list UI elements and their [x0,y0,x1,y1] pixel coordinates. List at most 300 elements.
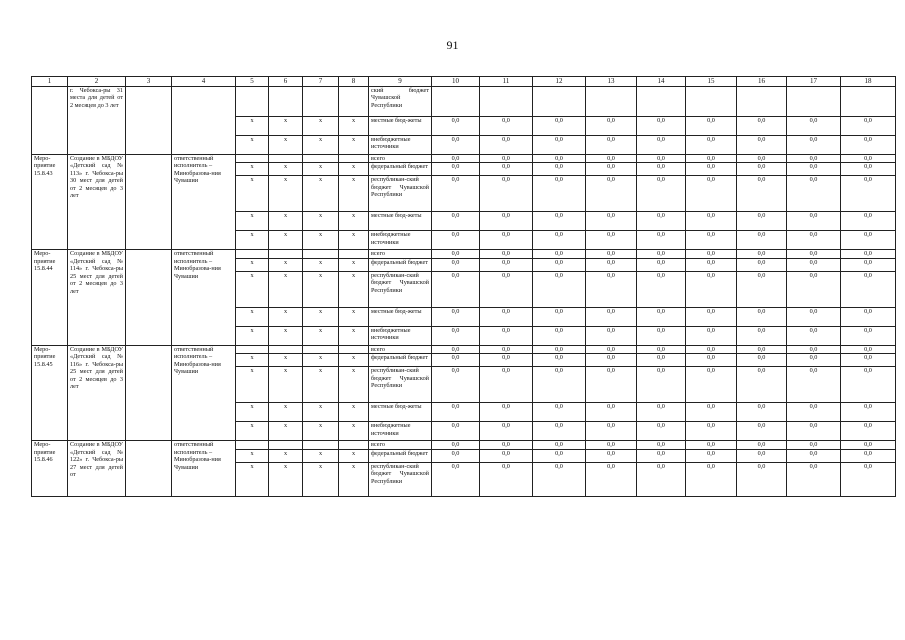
value-cell: 0,0 [737,441,787,449]
cell-x-mark: х [303,258,339,271]
value-cell: 0,0 [432,258,480,271]
value-cell: 0,0 [686,231,737,250]
cell-empty [303,345,339,353]
cell-x-mark: х [339,462,369,496]
value-cell: 0,0 [637,117,686,136]
value-cell: 0,0 [480,367,533,403]
executor-cell: ответственный исполнитель – Минобразова-ния Чувашии [172,155,236,250]
table-row [32,345,896,353]
value-cell: 0,0 [637,462,686,496]
value-cell: 0,0 [533,231,586,250]
column-header: 17 [787,77,841,87]
column-header: 8 [339,77,369,87]
value-cell: 0,0 [737,462,787,496]
value-cell: 0,0 [637,155,686,163]
value-cell: 0,0 [737,422,787,441]
cell-empty [236,345,269,353]
table-row [32,155,896,163]
cell-x-mark: х [303,136,339,155]
value-cell: 0,0 [841,403,896,422]
cell-empty [126,441,172,496]
cell-x-mark: х [339,212,369,231]
cell-x-mark: х [339,449,369,462]
value-cell: 0,0 [480,449,533,462]
cell-empty [787,87,841,117]
source-cell: всего [369,345,432,353]
value-cell: 0,0 [841,462,896,496]
value-cell: 0,0 [787,163,841,176]
value-cell: 0,0 [432,441,480,449]
cell-x-mark: х [269,307,303,326]
cell-x-mark: х [303,403,339,422]
cell-x-mark: х [339,422,369,441]
column-header-row [32,77,896,87]
value-cell: 0,0 [737,212,787,231]
value-cell: 0,0 [586,212,637,231]
value-cell: 0,0 [533,462,586,496]
cell-x-mark: х [236,258,269,271]
value-cell: 0,0 [841,212,896,231]
cell-x-mark: х [236,422,269,441]
cell-empty [236,250,269,258]
value-cell: 0,0 [480,212,533,231]
source-cell: местные бюд-жеты [369,403,432,422]
source-cell: республикан-ский бюджет Чувашской Республики [369,367,432,403]
cell-x-mark: х [236,163,269,176]
value-cell: 0,0 [737,271,787,307]
value-cell: 0,0 [787,403,841,422]
value-cell: 0,0 [480,117,533,136]
value-cell: 0,0 [533,117,586,136]
cell-x-mark: х [236,367,269,403]
value-cell: 0,0 [432,403,480,422]
column-header: 13 [586,77,637,87]
source-cell: республикан-ский бюджет Чувашской Республики [369,462,432,496]
value-cell: 0,0 [586,176,637,212]
cell-x-mark: х [236,176,269,212]
cell-x-mark: х [269,326,303,345]
cell-empty [126,155,172,250]
column-header: 12 [533,77,586,87]
value-cell: 0,0 [533,258,586,271]
cell-x-mark: х [236,326,269,345]
value-cell: 0,0 [586,345,637,353]
value-cell: 0,0 [533,354,586,367]
cell-x-mark: х [236,271,269,307]
cell-x-mark: х [269,462,303,496]
cell-x-mark: х [339,307,369,326]
measure-label: Меро-приятие 15.8.43 [32,155,68,250]
executor-cell: ответственный исполнитель – Минобразова-ния Чувашии [172,345,236,440]
cell-x-mark: х [339,231,369,250]
value-cell: 0,0 [787,271,841,307]
value-cell: 0,0 [432,449,480,462]
cell-empty [126,87,172,155]
budget-table [31,76,896,497]
value-cell: 0,0 [841,117,896,136]
value-cell: 0,0 [637,176,686,212]
value-cell: 0,0 [787,345,841,353]
cell-x-mark: х [269,258,303,271]
value-cell: 0,0 [533,250,586,258]
value-cell: 0,0 [480,258,533,271]
value-cell: 0,0 [787,250,841,258]
cell-x-mark: х [303,326,339,345]
value-cell: 0,0 [586,136,637,155]
value-cell: 0,0 [533,163,586,176]
cell-x-mark: х [339,136,369,155]
cell-empty [269,250,303,258]
cell-empty [126,345,172,440]
value-cell: 0,0 [533,212,586,231]
column-header: 1 [32,77,68,87]
cell-x-mark: х [303,354,339,367]
value-cell: 0,0 [586,441,637,449]
value-cell: 0,0 [787,136,841,155]
cell-x-mark: х [303,367,339,403]
measure-description: г. Чебокса-ры 31 места для детей от 2 месяцев до 3 лет [68,87,126,155]
value-cell: 0,0 [686,155,737,163]
value-cell: 0,0 [533,422,586,441]
cell-empty [339,345,369,353]
cell-x-mark: х [269,231,303,250]
value-cell: 0,0 [432,163,480,176]
value-cell: 0,0 [737,449,787,462]
cell-x-mark: х [236,354,269,367]
cell-empty [737,87,787,117]
cell-empty [303,155,339,163]
cell-empty [339,155,369,163]
value-cell: 0,0 [480,345,533,353]
cell-empty [303,441,339,449]
value-cell: 0,0 [533,271,586,307]
cell-x-mark: х [303,307,339,326]
value-cell: 0,0 [637,354,686,367]
value-cell: 0,0 [432,326,480,345]
value-cell: 0,0 [737,136,787,155]
value-cell: 0,0 [480,354,533,367]
value-cell: 0,0 [787,422,841,441]
cell-x-mark: х [339,163,369,176]
value-cell: 0,0 [637,307,686,326]
value-cell: 0,0 [586,449,637,462]
value-cell: 0,0 [787,326,841,345]
value-cell: 0,0 [841,258,896,271]
value-cell: 0,0 [533,345,586,353]
source-cell: республикан-ский бюджет Чувашской Республики [369,271,432,307]
value-cell: 0,0 [686,271,737,307]
value-cell: 0,0 [737,354,787,367]
value-cell: 0,0 [686,441,737,449]
cell-empty [236,441,269,449]
value-cell: 0,0 [787,176,841,212]
value-cell: 0,0 [586,155,637,163]
executor-cell: ответственный исполнитель – Минобразова-ния Чувашии [172,250,236,345]
cell-x-mark: х [269,403,303,422]
value-cell: 0,0 [686,307,737,326]
cell-x-mark: х [236,462,269,496]
value-cell: 0,0 [686,136,737,155]
column-header: 15 [686,77,737,87]
value-cell: 0,0 [686,403,737,422]
value-cell: 0,0 [480,271,533,307]
value-cell: 0,0 [432,155,480,163]
cell-x-mark: х [236,231,269,250]
value-cell: 0,0 [737,231,787,250]
cell-x-mark: х [303,212,339,231]
table-row [32,87,896,117]
cell-x-mark: х [236,136,269,155]
value-cell: 0,0 [841,422,896,441]
value-cell: 0,0 [586,258,637,271]
value-cell: 0,0 [637,136,686,155]
table-row [32,250,896,258]
measure-description: Создание в МБДОУ «Детский сад № 116» г. Чебокса-ры 25 мест для детей от 2 месяцев до 3 лет [68,345,126,440]
cell-x-mark: х [236,307,269,326]
table-row [32,441,896,449]
value-cell: 0,0 [787,231,841,250]
column-header: 7 [303,77,339,87]
cell-x-mark: х [339,176,369,212]
value-cell: 0,0 [737,163,787,176]
value-cell: 0,0 [686,354,737,367]
source-cell: федеральный бюджет [369,449,432,462]
value-cell: 0,0 [637,163,686,176]
source-cell: местные бюд-жеты [369,307,432,326]
value-cell: 0,0 [686,176,737,212]
value-cell: 0,0 [586,462,637,496]
measure-description: Создание в МБДОУ «Детский сад № 122» г. Чебокса-ры 27 мест для детей от [68,441,126,496]
value-cell: 0,0 [586,117,637,136]
value-cell: 0,0 [432,367,480,403]
value-cell: 0,0 [686,250,737,258]
cell-x-mark: х [269,449,303,462]
value-cell: 0,0 [432,117,480,136]
cell-x-mark: х [339,354,369,367]
value-cell: 0,0 [586,271,637,307]
page-number: 91 [446,38,459,52]
cell-x-mark: х [303,462,339,496]
source-cell: республикан-ский бюджет Чувашской Республики [369,176,432,212]
value-cell: 0,0 [787,449,841,462]
column-header: 11 [480,77,533,87]
value-cell: 0,0 [533,307,586,326]
cell-empty [236,155,269,163]
value-cell: 0,0 [841,345,896,353]
executor-cell [172,87,236,155]
cell-empty [303,250,339,258]
value-cell: 0,0 [637,258,686,271]
cell-x-mark: х [236,212,269,231]
value-cell: 0,0 [533,136,586,155]
value-cell: 0,0 [586,250,637,258]
value-cell: 0,0 [480,163,533,176]
cell-empty [269,87,303,117]
value-cell: 0,0 [432,176,480,212]
cell-x-mark: х [339,326,369,345]
value-cell: 0,0 [533,326,586,345]
value-cell: 0,0 [787,441,841,449]
cell-x-mark: х [303,176,339,212]
value-cell: 0,0 [480,422,533,441]
value-cell: 0,0 [533,367,586,403]
cell-x-mark: х [269,212,303,231]
value-cell: 0,0 [686,326,737,345]
source-cell: местные бюд-жеты [369,212,432,231]
value-cell: 0,0 [586,231,637,250]
value-cell: 0,0 [637,449,686,462]
value-cell: 0,0 [480,403,533,422]
value-cell: 0,0 [737,307,787,326]
value-cell: 0,0 [637,250,686,258]
column-header: 4 [172,77,236,87]
value-cell: 0,0 [480,441,533,449]
value-cell: 0,0 [787,155,841,163]
value-cell: 0,0 [637,326,686,345]
value-cell: 0,0 [533,155,586,163]
cell-empty [236,87,269,117]
cell-empty [339,441,369,449]
cell-x-mark: х [339,367,369,403]
executor-cell: ответственный исполнитель – Минобразова-ния Чувашии [172,441,236,496]
cell-x-mark: х [339,271,369,307]
value-cell: 0,0 [637,271,686,307]
column-header: 6 [269,77,303,87]
value-cell: 0,0 [686,258,737,271]
value-cell: 0,0 [480,250,533,258]
column-header: 16 [737,77,787,87]
value-cell: 0,0 [787,258,841,271]
cell-x-mark: х [269,136,303,155]
value-cell: 0,0 [841,163,896,176]
value-cell: 0,0 [787,117,841,136]
cell-x-mark: х [339,403,369,422]
value-cell: 0,0 [586,163,637,176]
value-cell: 0,0 [586,354,637,367]
cell-x-mark: х [269,176,303,212]
source-cell: внебюджетные источники [369,136,432,155]
value-cell: 0,0 [737,176,787,212]
source-cell: внебюджетные источники [369,326,432,345]
column-header: 5 [236,77,269,87]
cell-empty [586,87,637,117]
column-header: 2 [68,77,126,87]
value-cell: 0,0 [586,326,637,345]
cell-x-mark: х [303,449,339,462]
value-cell: 0,0 [737,326,787,345]
value-cell: 0,0 [841,136,896,155]
value-cell: 0,0 [737,258,787,271]
value-cell: 0,0 [737,250,787,258]
cell-x-mark: х [269,422,303,441]
source-cell: местные бюд-жеты [369,117,432,136]
value-cell: 0,0 [787,307,841,326]
measure-label-cell [32,87,68,155]
cell-x-mark: х [303,231,339,250]
source-cell: внебюджетные источники [369,422,432,441]
cell-empty [533,87,586,117]
cell-empty [126,250,172,345]
value-cell: 0,0 [787,462,841,496]
measure-description: Создание в МБДОУ «Детский сад № 113» г. Чебокса-ры 30 мест для детей от 2 месяцев до 3 лет [68,155,126,250]
value-cell: 0,0 [637,367,686,403]
value-cell: 0,0 [787,212,841,231]
value-cell: 0,0 [432,354,480,367]
source-cell: ский бюджет Чувашской Республики [369,87,432,117]
value-cell: 0,0 [432,345,480,353]
value-cell: 0,0 [432,307,480,326]
value-cell: 0,0 [480,155,533,163]
value-cell: 0,0 [686,449,737,462]
value-cell: 0,0 [637,403,686,422]
column-header: 14 [637,77,686,87]
value-cell: 0,0 [480,326,533,345]
value-cell: 0,0 [480,136,533,155]
value-cell: 0,0 [841,367,896,403]
cell-x-mark: х [269,354,303,367]
value-cell: 0,0 [686,462,737,496]
value-cell: 0,0 [480,231,533,250]
value-cell: 0,0 [533,441,586,449]
value-cell: 0,0 [533,403,586,422]
value-cell: 0,0 [637,345,686,353]
cell-x-mark: х [236,403,269,422]
cell-empty [841,87,896,117]
value-cell: 0,0 [432,250,480,258]
cell-x-mark: х [303,271,339,307]
source-cell: всего [369,250,432,258]
value-cell: 0,0 [841,176,896,212]
value-cell: 0,0 [841,271,896,307]
value-cell: 0,0 [533,176,586,212]
value-cell: 0,0 [737,155,787,163]
cell-x-mark: х [303,117,339,136]
value-cell: 0,0 [637,422,686,441]
value-cell: 0,0 [432,212,480,231]
value-cell: 0,0 [686,367,737,403]
source-cell: всего [369,441,432,449]
source-cell: федеральный бюджет [369,163,432,176]
cell-empty [686,87,737,117]
measure-label: Меро-приятие 15.8.44 [32,250,68,345]
source-cell: федеральный бюджет [369,258,432,271]
value-cell: 0,0 [480,176,533,212]
value-cell: 0,0 [586,422,637,441]
cell-x-mark: х [269,163,303,176]
cell-x-mark: х [269,367,303,403]
value-cell: 0,0 [841,307,896,326]
source-cell: всего [369,155,432,163]
cell-x-mark: х [236,449,269,462]
value-cell: 0,0 [432,231,480,250]
cell-empty [480,87,533,117]
value-cell: 0,0 [686,345,737,353]
source-cell: внебюджетные источники [369,231,432,250]
value-cell: 0,0 [432,422,480,441]
value-cell: 0,0 [586,307,637,326]
value-cell: 0,0 [841,155,896,163]
value-cell: 0,0 [737,367,787,403]
cell-x-mark: х [269,117,303,136]
value-cell: 0,0 [480,307,533,326]
value-cell: 0,0 [737,117,787,136]
value-cell: 0,0 [586,403,637,422]
value-cell: 0,0 [841,250,896,258]
measure-description: Создание в МБДОУ «Детский сад № 114» г. Чебокса-ры 25 мест для детей от 2 месяцев до 3 лет [68,250,126,345]
value-cell: 0,0 [841,354,896,367]
value-cell: 0,0 [637,441,686,449]
cell-empty [339,87,369,117]
